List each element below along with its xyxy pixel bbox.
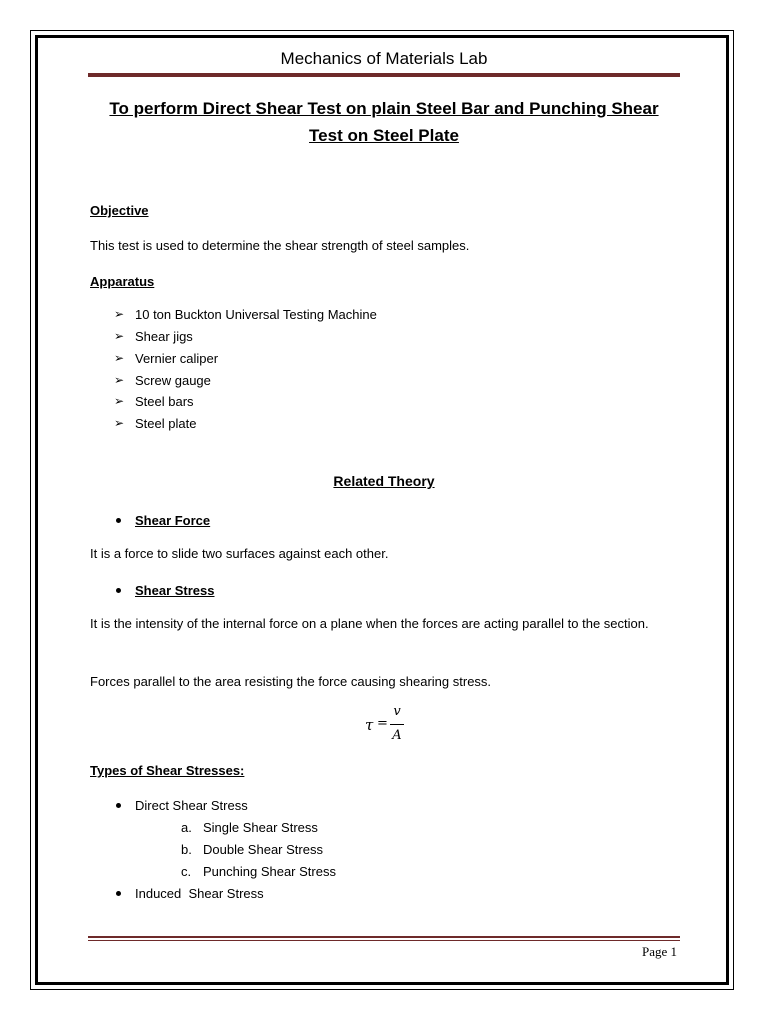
related-theory-heading: Related Theory [333,473,435,489]
sublist-marker: c. [181,864,192,879]
arrow-bullet-icon: ➢ [114,307,125,321]
apparatus-item: Steel bars [135,394,194,409]
sublist-item: Punching Shear Stress [203,864,336,879]
shear-stress-heading: Shear Stress [135,583,215,598]
apparatus-heading: Apparatus [90,274,155,289]
footer-rule [88,936,680,938]
apparatus-item: Screw gauge [135,373,211,388]
bullet-icon [116,588,121,593]
apparatus-item: Shear jigs [135,329,193,344]
header-rule [88,73,680,77]
arrow-bullet-icon: ➢ [114,416,125,430]
bullet-icon [116,891,121,896]
formula-lhs: τ [365,716,374,734]
arrow-bullet-icon: ➢ [114,351,125,365]
apparatus-item: Steel plate [135,416,197,431]
formula-equals: = [377,716,388,731]
shear-force-heading: Shear Force [135,513,211,528]
objective-text: This test is used to determine the shear strength of steel samples. [90,238,470,253]
page-border-inner [35,35,729,985]
arrow-bullet-icon: ➢ [114,394,125,408]
sublist-marker: a. [181,820,192,835]
sublist-item: Double Shear Stress [203,842,323,857]
direct-shear-stress: Direct Shear Stress [135,798,248,813]
page-number: Page 1 [641,944,677,959]
document-title: To perform Direct Shear Test on plain Steel Bar and Punching Shear Test on Steel Plate [109,99,659,145]
bullet-icon [116,518,121,523]
fraction-bar [390,724,404,725]
formula-denominator: A [392,728,402,743]
induced-shear-stress: Induced Shear Stress [135,886,264,901]
shear-stress-formula [365,704,425,748]
bullet-icon [116,803,121,808]
apparatus-item: 10 ton Buckton Universal Testing Machine [135,307,377,322]
formula-numerator: v [393,704,401,719]
shear-stress-text: It is the intensity of the internal force on a plane when the forces are acting parallel to the section. [90,616,649,631]
footer-rule-thin [88,940,680,941]
objective-heading: Objective [90,203,149,218]
sublist-marker: b. [181,842,192,857]
types-heading: Types of Shear Stresses: [90,763,245,778]
shear-force-text: It is a force to slide two surfaces against each other. [90,546,389,561]
header-title: Mechanics of Materials Lab [280,49,488,68]
sublist-item: Single Shear Stress [203,820,318,835]
arrow-bullet-icon: ➢ [114,373,125,387]
shear-stress-text-2: Forces parallel to the area resisting the force causing shearing stress. [90,674,492,689]
apparatus-item: Vernier caliper [135,351,219,366]
arrow-bullet-icon: ➢ [114,329,125,343]
